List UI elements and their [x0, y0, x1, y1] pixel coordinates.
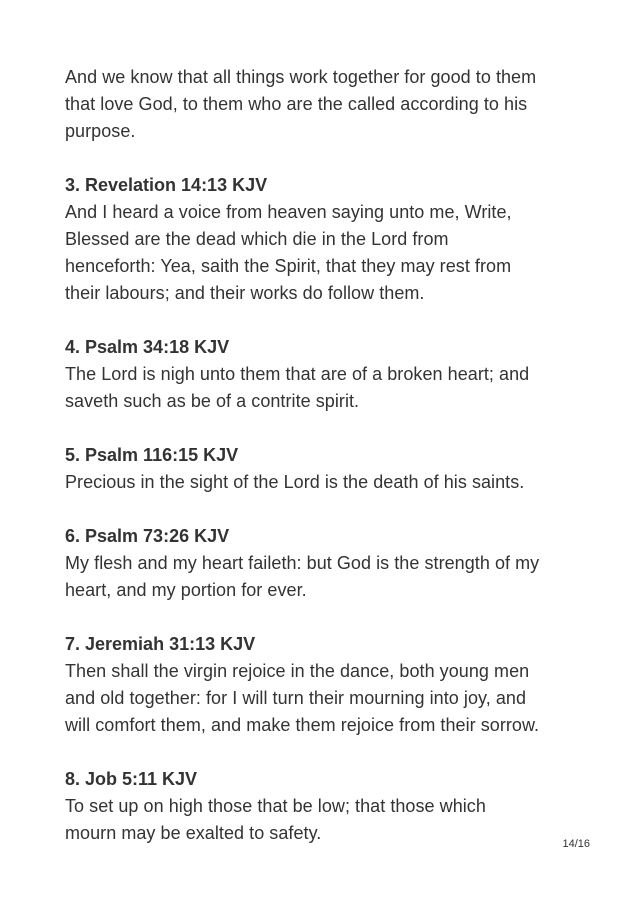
verse-revelation-14-13: [65, 172, 585, 307]
intro-line: And we know that all things work together for good to them: [65, 67, 537, 87]
intro-line: that love God, to them who are the called according to his: [65, 94, 528, 114]
verse-reference: 6. Psalm 73:26 KJV: [65, 526, 230, 546]
verse-text: [65, 658, 585, 739]
verse-reference: 7. Jeremiah 31:13 KJV: [65, 634, 256, 654]
verse-psalm-116-15: [65, 442, 585, 496]
verse-job-5-11: [65, 766, 585, 847]
verse-reference: 8. Job 5:11 KJV: [65, 769, 198, 789]
verse-reference: 3. Revelation 14:13 KJV: [65, 175, 268, 195]
verse-line: mourn may be exalted to safety.: [65, 823, 322, 843]
verse-text: [65, 469, 585, 496]
verse-line: will comfort them, and make them rejoice from their sorrow.: [65, 715, 540, 735]
verse-line: Precious in the sight of the Lord is the death of his saints.: [65, 472, 525, 492]
page-number: 14/16: [562, 838, 590, 850]
verse-line: And I heard a voice from heaven saying unto me, Write,: [65, 202, 512, 222]
intro-paragraph: [65, 64, 585, 145]
verse-text: [65, 793, 585, 847]
verse-text: [65, 199, 585, 307]
verse-line: saveth such as be of a contrite spirit.: [65, 391, 360, 411]
verse-psalm-34-18: [65, 334, 585, 415]
verse-line: My flesh and my heart faileth: but God is the strength of my: [65, 553, 540, 573]
document-page: [65, 64, 585, 847]
verse-line: To set up on high those that be low; that those which: [65, 796, 486, 816]
verse-line: henceforth: Yea, saith the Spirit, that they may rest from: [65, 256, 512, 276]
verse-psalm-73-26: [65, 523, 585, 604]
verse-line: Then shall the virgin rejoice in the dance, both young men: [65, 661, 530, 681]
verse-line: heart, and my portion for ever.: [65, 580, 307, 600]
verse-jeremiah-31-13: [65, 631, 585, 739]
verse-line: Blessed are the dead which die in the Lord from: [65, 229, 449, 249]
verse-text: [65, 361, 585, 415]
verse-reference: 5. Psalm 116:15 KJV: [65, 445, 239, 465]
verse-reference: 4. Psalm 34:18 KJV: [65, 337, 230, 357]
verse-line: their labours; and their works do follow them.: [65, 283, 425, 303]
verse-text: [65, 550, 585, 604]
verse-line: and old together: for I will turn their mourning into joy, and: [65, 688, 527, 708]
verse-line: The Lord is nigh unto them that are of a broken heart; and: [65, 364, 530, 384]
intro-line: purpose.: [65, 121, 136, 141]
